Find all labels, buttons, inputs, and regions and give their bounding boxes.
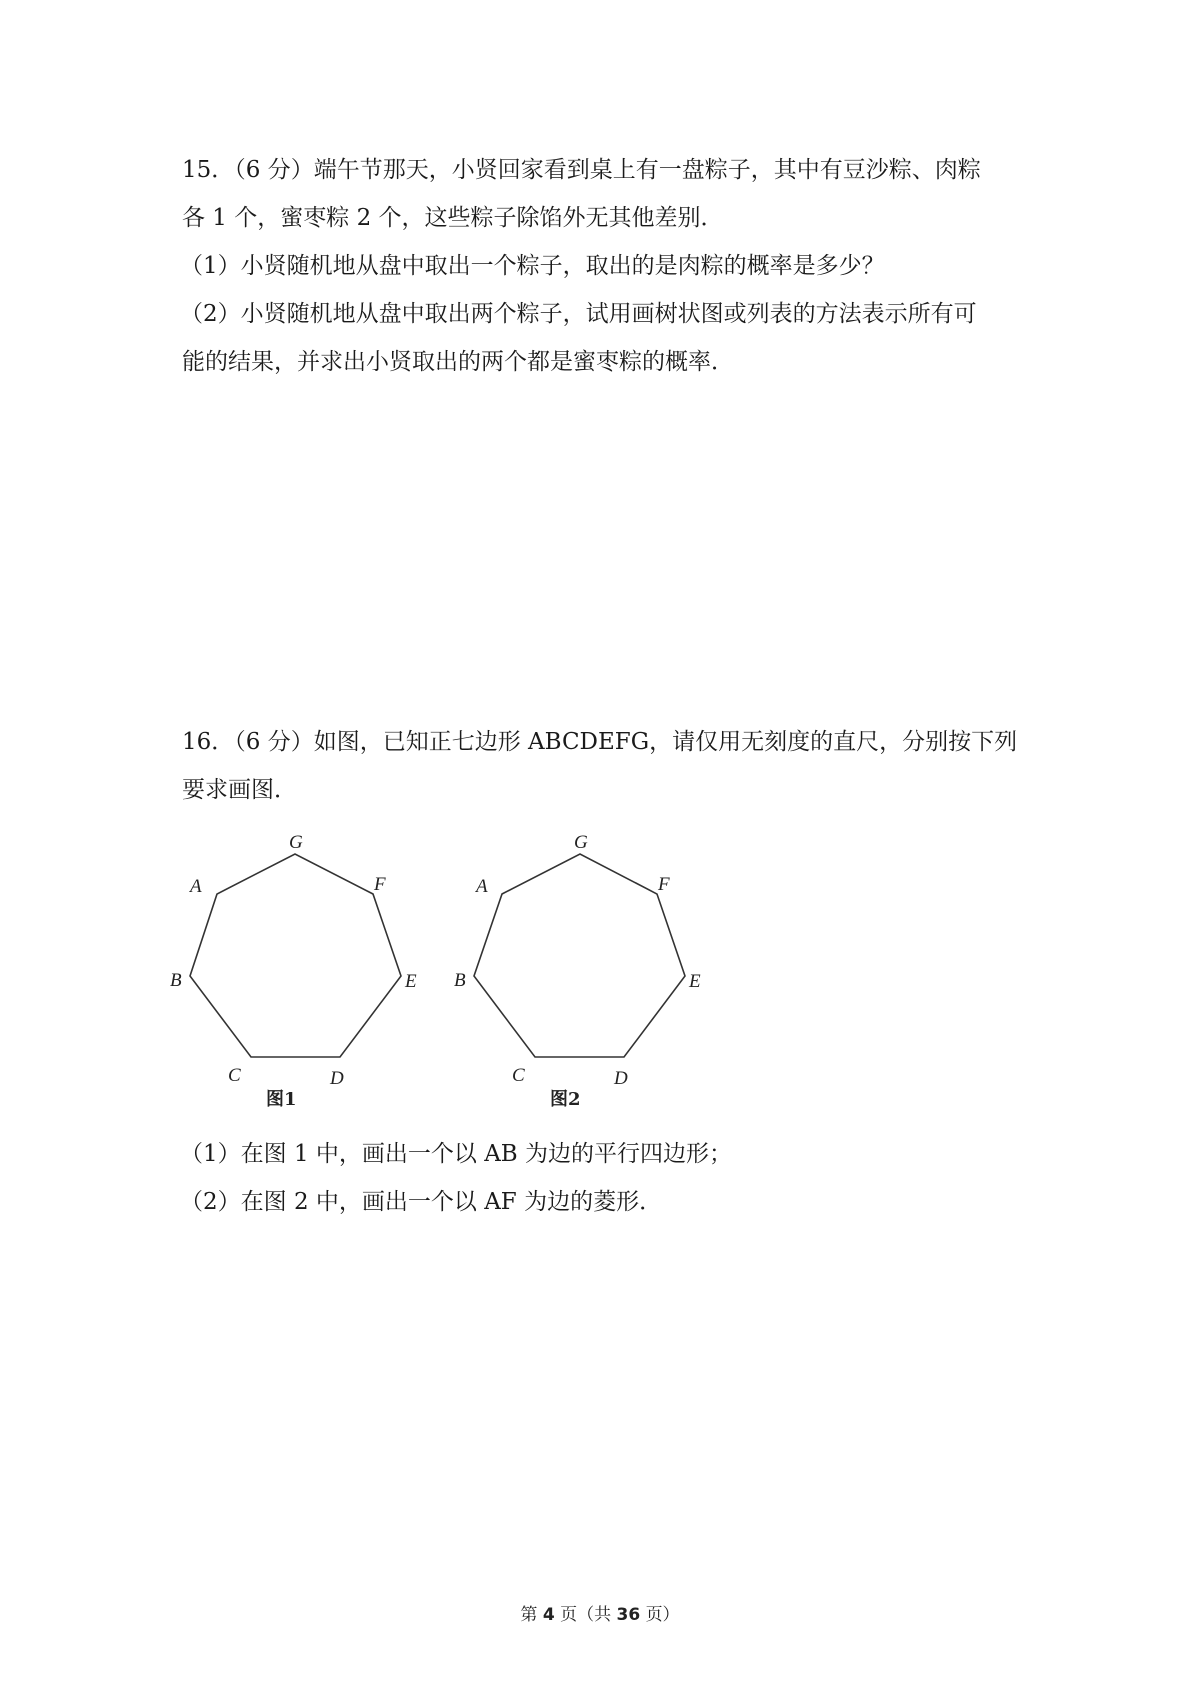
fig2-vertex-e: E (689, 971, 701, 992)
figure-2 (454, 832, 701, 1110)
fig1-vertex-f: F (374, 874, 386, 895)
fig2-vertex-c: C (512, 1065, 525, 1086)
q16-line2: 要求画图． (182, 777, 297, 803)
heptagon-1-outline (190, 854, 401, 1057)
figure-1 (170, 832, 417, 1110)
q16-line1: 16．（6 分）如图，已知正七边形 ABCDEFG，请仅用无刻度的直尺，分别按下列 (182, 729, 1018, 755)
q15-part2-line1: （2）小贤随机地从盘中取出两个粽子，试用画树状图或列表的方法表示所有可 (180, 301, 977, 327)
footer-total-pages: 36 (616, 1605, 641, 1625)
heptagon-diagram (170, 810, 730, 1120)
fig2-vertex-a: A (476, 876, 488, 897)
footer-middle: 页（共 (560, 1605, 612, 1625)
q15-line2: 各 1 个，蜜枣粽 2 个，这些粽子除馅外无其他差别． (182, 205, 724, 231)
fig2-vertex-b: B (454, 970, 466, 991)
fig1-vertex-e: E (405, 971, 417, 992)
fig2-vertex-f: F (658, 874, 670, 895)
heptagon-figures (170, 810, 730, 1124)
q15-part1: （1）小贤随机地从盘中取出一个粽子，取出的是肉粽的概率是多少？ (180, 253, 885, 279)
fig1-vertex-c: C (228, 1065, 241, 1086)
footer-prefix: 第 (520, 1605, 538, 1625)
fig1-vertex-g: G (289, 832, 303, 853)
fig1-vertex-d: D (330, 1068, 344, 1089)
fig2-vertex-g: G (574, 832, 588, 853)
fig2-vertex-d: D (614, 1068, 628, 1089)
page-footer (0, 1600, 1200, 1625)
footer-suffix: 页） (645, 1605, 680, 1625)
fig1-vertex-b: B (170, 970, 182, 991)
q16-part2: （2）在图 2 中，画出一个以 AF 为边的菱形． (180, 1189, 663, 1215)
heptagon-2-outline (474, 854, 685, 1057)
fig2-caption: 图2 (550, 1089, 581, 1110)
footer-page-number: 4 (542, 1605, 555, 1625)
q16-part1: （1）在图 1 中，画出一个以 AB 为边的平行四边形； (180, 1141, 733, 1167)
q15-line1: 15．（6 分）端午节那天，小贤回家看到桌上有一盘粽子，其中有豆沙粽、肉粽 (182, 157, 981, 183)
fig1-vertex-a: A (190, 876, 202, 897)
fig1-caption: 图1 (266, 1089, 297, 1110)
q15-part2-line2: 能的结果，并求出小贤取出的两个都是蜜枣粽的概率． (182, 349, 734, 375)
